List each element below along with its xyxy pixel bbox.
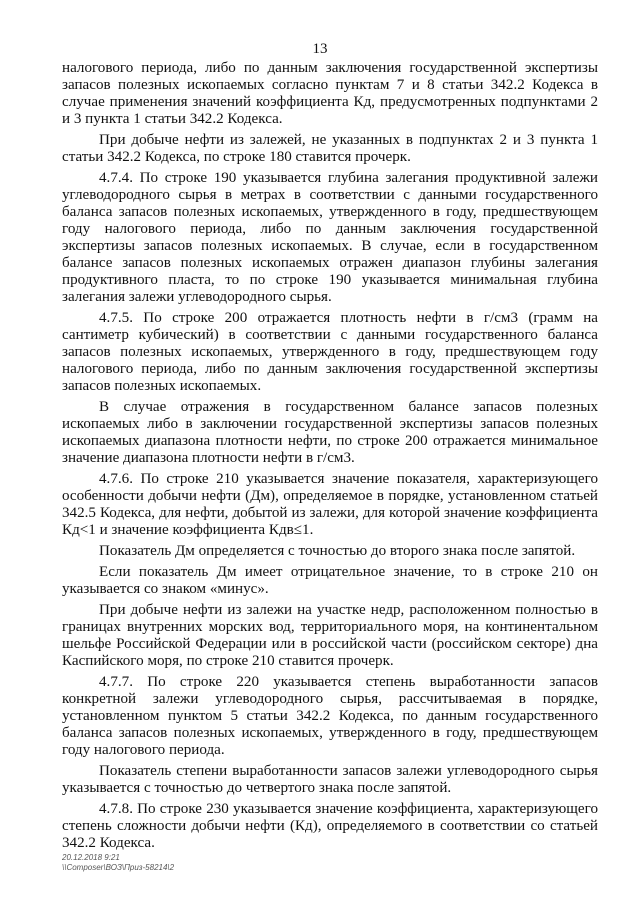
footer-timestamp: 20.12.2018 9:21 [62,853,120,862]
paragraph: Если показатель Дм имеет отрицательное значение, то в строке 210 он указывается со знаком «минус». [62,564,598,597]
paragraph: Показатель Дм определяется с точностью до второго знака после запятой. [99,543,576,559]
paragraph: 4.7.8. По строке 230 указывается значение коэффициента, характеризующего степень сложности добычи нефти (Кд), определяемого в соответствии со статьей 342.2 Кодекса. [62,801,598,851]
paragraph: 4.7.5. По строке 200 отражается плотность нефти в г/см3 (грамм на сантиметр кубический) в соответствии с данными государственного баланса запасов полезных ископаемых, утвержденного в году, предшествующем году налогового периода, либо по данным заключения государственной экспертизы запасов полезных ископаемых. [62,310,598,394]
paragraph: При добыче нефти из залежей, не указанных в подпунктах 2 и 3 пункта 1 статьи 342.2 Кодекса, по строке 180 ставится прочерк. [62,132,598,165]
paragraph: 4.7.6. По строке 210 указывается значение показателя, характеризующего особенности добычи нефти (Дм), определяемое в порядке, установленном статьей 342.5 Кодекса, для нефти, добытой из залежи, для которой значение коэффициента Кд<1 и значение коэффициента Кдв≤1. [62,471,598,538]
paragraph: налогового периода, либо по данным заключения государственной экспертизы запасов полезных ископаемых согласно пунктам 7 и 8 статьи 342.2 Кодекса в случае применения значений коэффициента Кд, предусмотренных подпунктами 2 и 3 пункта 1 статьи 342.2 Кодекса. [62,60,598,127]
paragraph: Показатель степени выработанности запасов залежи углеводородного сырья указывается с точностью до четвертого знака после запятой. [62,763,598,796]
document-footer [62,853,174,873]
document-body [62,60,598,856]
page-number: 13 [312,41,328,57]
paragraph: 4.7.4. По строке 190 указывается глубина залегания продуктивной залежи углеводородного сырья в метрах в соответствии с данными государственного баланса запасов полезных ископаемых, утвержденного в году, предшествующем году налогового периода, либо по данным заключения государственной экспертизы запасов полезных ископаемых. В случае, если в государственном балансе запасов полезных ископаемых отражен диапазон глубины залегания продуктивного пласта, то по строке 190 указывается минимальная глубина залегания залежи углеводородного сырья. [62,170,598,305]
paragraph: 4.7.7. По строке 220 указывается степень выработанности запасов конкретной залежи углеводородного сырья, рассчитываемая в порядке, установленном пунктом 5 статьи 342.2 Кодекса, по данным государственного баланса запасов полезных ископаемых, утвержденного в году, предшествующем году налогового периода. [62,674,598,758]
paragraph: В случае отражения в государственном балансе запасов полезных ископаемых либо в заключении государственной экспертизы запасов полезных ископаемых диапазона плотности нефти, по строке 200 отражается минимальное значение диапазона плотности нефти в г/см3. [62,399,598,466]
paragraph: При добыче нефти из залежи на участке недр, расположенном полностью в границах внутренних морских вод, территориального моря, на континентальном шельфе Российской Федерации или в российской части (российском секторе) дна Каспийского моря, по строке 210 ставится прочерк. [62,602,598,669]
footer-file-path: \\Composer\ВОЗ\Приз-58214\2 [62,863,175,872]
